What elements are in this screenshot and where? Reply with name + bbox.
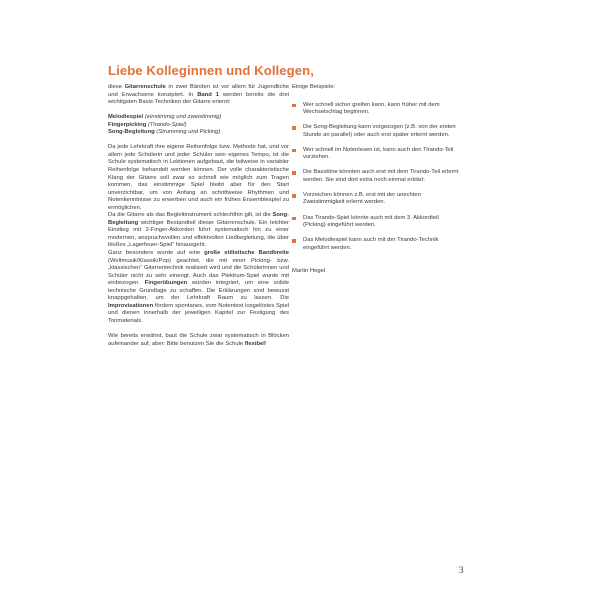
author-signature: Martin Hegel: [292, 268, 326, 275]
square-bullet-icon: [292, 126, 296, 130]
left-column: [108, 84, 289, 356]
flexible-paragraph: Wie bereits erwähnt, baut die Schule zwar systematisch in Blöcken aufeinander auf, aber: Bitte benutzen Sie die Schule flexibel!: [108, 333, 289, 347]
square-bullet-icon: [292, 149, 296, 153]
technique-item: Song-Begleitung (Strumming und Picking): [108, 129, 221, 136]
song-accompaniment-paragraph: Da die Gitarre als das Begleitinstrument schlechthin gilt, ist die Song-Begleitung wichtiger Bestandteil dieser Gitarrenschule. Ein leichter Einstieg mit 2-Finger-Akkorden führt systematisch hin zu einer modernen, anspruchsvollen und effektvollen Liedbegleitung, die über bloßes „Lagerfeuer-Spiel“ hinausgeht.: [108, 212, 289, 249]
list-item: Das Tirando-Spiel könnte auch mit dem 3. Akkordteil (Picking) eingeführt werden.: [292, 215, 462, 230]
list-item: Vorzeichen können z.B. erst mit der unechten Zweistimmigkeit erlernt werden.: [292, 192, 462, 207]
list-item: Wer schnell im Notenlesen ist, kann auch den Tirando-Teil vorziehen.: [292, 147, 462, 162]
right-column: [292, 84, 462, 276]
examples-heading: Einige Beispiele:: [292, 84, 336, 90]
square-bullet-icon: [292, 194, 296, 198]
square-bullet-icon: [292, 104, 296, 108]
list-item: Wer schnell sicher greifen kann, kann früher mit dem Wechselschlag beginnen.: [292, 102, 462, 117]
technique-list: [108, 114, 289, 137]
list-item: Die Basstöne könnten auch erst mit dem Tirando-Teil erlernt werden. Sie sind dort extra noch einmal erklärt.: [292, 169, 462, 184]
page-title: Liebe Kolleginnen und Kollegen,: [108, 63, 314, 78]
style-range-paragraph: Ganz besonders wurde auf eine große stilistische Bandbreite (Weltmusik/Klassik/Pop) geachtet, die mit einer Picking- bzw. „klassischen“ Gitarrentechnik realisiert wird und die Schülerinnen und Schüler nicht zu sehr einengt. Auch das Plektrum-Spiel wurde mit einbezogen. Fingerübungen wurden integriert, um eine solide technische Grundlage zu schaffen. Die Erklärungen sind bewusst knappgehalten, um der Lehrkraft Raum zu lassen. Die Improvisationen fördern spontanes, vom Notentext losgelöstes Spiel und dienen innerhalb der jeweiligen Kapitel zur Festigung des Tonmaterials.: [108, 250, 289, 324]
page-number: 3: [459, 565, 464, 575]
square-bullet-icon: [292, 171, 296, 175]
square-bullet-icon: [292, 239, 296, 243]
square-bullet-icon: [292, 217, 296, 221]
technique-item: Fingerpicking (Tirando-Spiel): [108, 121, 187, 128]
list-item: Die Song-Begleitung kann vorgezogen (z.B. von der ersten Stunde an parallel) oder auch erst später erlernt werden.: [292, 124, 462, 139]
list-item: Das Melodiespiel kann auch mit der Tirando-Technik eingeführt werden.: [292, 237, 462, 252]
examples-list: [292, 102, 462, 253]
method-paragraph: Da jede Lehrkraft ihre eigene Reihenfolge bzw. Methode hat, und vor allem jede Schülerin und jeder Schüler sein eigenes Tempo, ist die Schule systematisch in Lektionen aufgebaut, die teilweise in variabler Reihenfolge behandelt werden können. Der volle charakteristische Klang der Gitarre soll zwar so schnell wie möglich zum Tragen kommen, das einstimmige Spiel bleibt aber für den Start unverzichtbar, um von Anfang an schrittweise Rhythmen und Notenkenntnisse zu erwerben und auch ein frühes Ensemblespiel zu ermöglichen.: [108, 144, 289, 211]
intro-paragraph: diese Gitarrenschule in zwei Bänden ist vor allem für Jugendliche und Erwachsene konzipiert. In Band 1 werden bereits die drei wichtigsten Basis-Techniken der Gitarre erlernt:: [108, 84, 290, 106]
technique-item: Melodiespiel (einstimmig und zweistimmig): [108, 114, 222, 121]
